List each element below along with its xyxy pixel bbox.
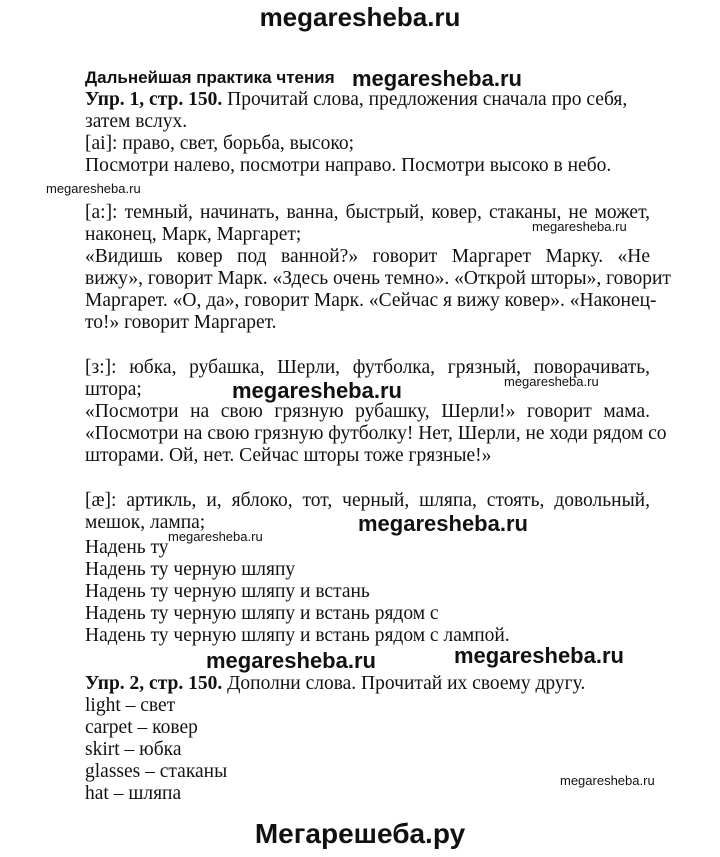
build-line: Надень ту черную шляпу	[85, 559, 296, 580]
watermark-top: megaresheba.ru	[259, 2, 461, 32]
e-words-cont: штора;	[85, 379, 142, 400]
a-text: «Видишь ковер под ванной?» говорит Маргарет Марку. «Не	[85, 246, 650, 267]
watermark: megaresheba.ru	[352, 66, 522, 91]
e-words: [з:]: юбка, рубашка, Шерли, футболка, грязный, поворачивать,	[85, 357, 650, 378]
e-text: «Посмотри на свою грязную рубашку, Шерли!» говорит мама.	[85, 401, 650, 422]
watermark: megaresheba.ru	[454, 643, 624, 668]
e-text: «Посмотри на свою грязную футболку! Нет, Шерли, не ходи рядом со	[85, 423, 667, 444]
ex1-label: Упр. 1, стр. 150.	[85, 89, 223, 110]
ae-words: [æ]: артикль, и, яблоко, тот, черный, шляпа, стоять, довольный,	[85, 490, 650, 511]
ai-words: [ai]: право, свет, борьба, высоко;	[85, 133, 354, 154]
a-text: вижу», говорит Марк. «Здесь очень темно». «Открой шторы», говорит	[85, 268, 671, 289]
word-pair: skirt – юбка	[85, 739, 182, 760]
a-words: [a:]: темный, начинать, ванна, быстрый, ковер, стаканы, не может,	[85, 202, 650, 223]
ex2-task	[85, 673, 585, 695]
watermark: megaresheba.ru	[232, 378, 402, 403]
section-heading: Дальнейшая практика чтения	[85, 68, 335, 87]
a-text: то!» говорит Маргарет.	[85, 312, 277, 333]
watermark: megaresheba.ru	[504, 374, 599, 389]
build-line: Надень ту	[85, 537, 169, 558]
watermark-bottom: Мегарешеба.ру	[254, 818, 466, 849]
ai-sentence: Посмотри налево, посмотри направо. Посмотри высоко в небо.	[85, 155, 612, 176]
ex2-task-text: Дополни слова. Прочитай их своему другу.	[222, 673, 586, 694]
watermark: megaresheba.ru	[560, 773, 655, 788]
watermark: megaresheba.ru	[358, 511, 528, 536]
word-pair: hat – шляпа	[85, 783, 182, 804]
a-words-cont: наконец, Марк, Маргарет;	[85, 224, 302, 245]
ex2-label: Упр. 2, стр. 150.	[85, 673, 223, 694]
watermark: megaresheba.ru	[46, 181, 141, 196]
watermark: megaresheba.ru	[168, 529, 263, 544]
build-line: Надень ту черную шляпу и встань рядом с	[85, 603, 439, 624]
word-pair: carpet – ковер	[85, 717, 198, 738]
word-pair: glasses – стаканы	[85, 761, 228, 782]
ex1-task-cont: затем вслух.	[85, 111, 188, 132]
build-line: Надень ту черную шляпу и встань рядом с лампой.	[85, 625, 510, 646]
watermark: megaresheba.ru	[532, 219, 627, 234]
e-text: шторами. Ой, нет. Сейчас шторы тоже грязные!»	[85, 445, 492, 466]
ex1-task	[85, 89, 627, 111]
watermark: megaresheba.ru	[206, 648, 376, 673]
ae-words-cont: мешок, лампа;	[85, 512, 206, 533]
build-line: Надень ту черную шляпу и встань	[85, 581, 370, 602]
word-pair: light – свет	[85, 695, 176, 716]
a-text: Маргарет. «О, да», говорит Марк. «Сейчас я вижу ковер». «Наконец-	[85, 290, 657, 311]
ex1-task-text: Прочитай слова, предложения сначала про себя,	[222, 89, 628, 110]
